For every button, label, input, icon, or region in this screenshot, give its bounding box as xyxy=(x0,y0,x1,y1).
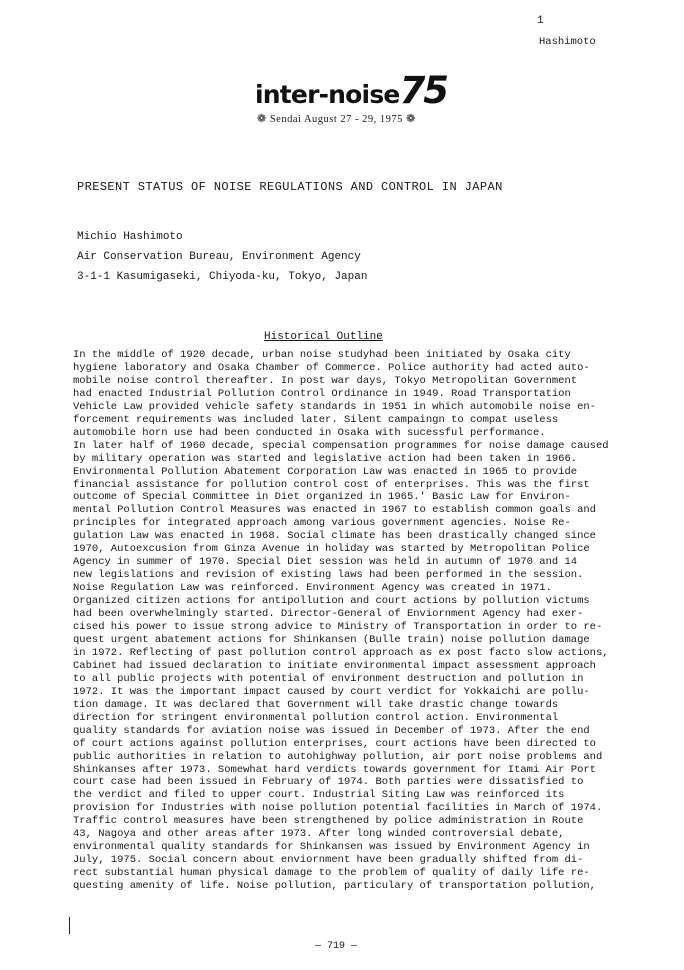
body-text-line: 1970, Autoexcusion from Ginza Avenue in holiday was started by Metropolitan Police xyxy=(73,543,590,556)
body-text-line: Noise Regulation Law was reinforced. Environment Agency was created in 1971. xyxy=(73,582,552,595)
paper-title: PRESENT STATUS OF NOISE REGULATIONS AND CONTROL IN JAPAN xyxy=(77,180,503,194)
body-text-line: 1972. It was the important impact caused by court verdict for Yokkaichi are pollu- xyxy=(73,685,590,698)
flower-emblem-icon: ❁ xyxy=(406,113,416,125)
conference-date-location: Sendai August 27 - 29, 1975 xyxy=(269,114,403,125)
body-text-line: automobile horn use had been conducted in Osaka with sucessful performance. xyxy=(73,426,546,439)
author-affiliation: Air Conservation Bureau, Environment Agency xyxy=(77,251,361,263)
body-text-line: Shinkanses after 1973. Somewhat hard verdicts towards government for Itami Air Port xyxy=(73,763,596,776)
body-text-line: July, 1975. Social concern about enviornment have been gradually shifted from di- xyxy=(73,854,584,867)
body-text-line: Traffic control measures have been strengthened by police administration in Route xyxy=(73,815,584,828)
body-text-line: mobile noise control thereafter. In post war days, Tokyo Metropolitan Government xyxy=(73,374,578,387)
body-text-line: Vehicle Law provided vehicle safety standards in 1951 in which automobile noise en- xyxy=(73,400,596,413)
author-running-head: Hashimoto xyxy=(539,36,596,48)
body-text-line: direction for stringent environmental pollution control action. Environmental xyxy=(73,711,559,724)
body-text-line: to all public projects with potential of environment destruction and pollution in xyxy=(73,672,584,685)
body-text-line: gulation Law was enacted in 1968. Social climate has been drastically changed since xyxy=(73,530,596,543)
body-text-line: quest urgent abatement actions for Shinkansen (Bulle train) noise pollution damage xyxy=(73,633,590,646)
body-text-line: mental Pollution Control Measures was enacted in 1967 to establish common goals and xyxy=(73,504,596,517)
body-text-line: hygiene laboratory and Osaka Chamber of Commerce. Police authority had acted auto- xyxy=(73,361,590,374)
body-text-line: questing amenity of life. Noise pollution, particulary of transportation pollution, xyxy=(73,880,596,893)
body-text-line: had been overwhelmingly started. Director-General of Enviornment Agency had exer- xyxy=(73,608,584,621)
body-text-line: court case had been issued in February of 1974. Both parties were dissatisfied to xyxy=(73,776,584,789)
body-text-line: of court actions against pollution enterprises, court actions have been directed to xyxy=(73,737,596,750)
conference-logo-year: 75 xyxy=(399,69,448,112)
conference-details xyxy=(257,112,416,125)
body-text-line: tion damage. It was declared that Government will take drastic change towards xyxy=(73,698,559,711)
body-text-line: public authorities in relation to autohighway pollution, air port noise problems and xyxy=(73,750,603,763)
body-text xyxy=(73,349,618,893)
body-text-line: cised his power to issue strong advice to Ministry of Transportation in order to re- xyxy=(73,621,603,634)
page-folio: — 719 — xyxy=(315,941,358,952)
body-text-line: outcome of Special Committee in Diet organized in 1965.' Basic Law for Environ- xyxy=(73,491,571,504)
body-text-line: In the middle of 1920 decade, urban noise studyhad been initiated by Osaka city xyxy=(73,349,571,361)
body-text-line: In later half of 1960 decade, special compensation programmes for noise damage caused xyxy=(73,439,609,452)
body-text-line: new legislations and revision of existing laws had been performed in the session. xyxy=(73,569,584,582)
body-text-line: 43, Nagoya and other areas after 1973. After long winded controversial debate, xyxy=(73,828,565,841)
author-address: 3-1-1 Kasumigaseki, Chiyoda-ku, Tokyo, Japan xyxy=(77,271,368,283)
body-text-line: financial assistance for pollution control cost of enterprises. This was the first xyxy=(73,478,590,491)
body-text-line: by military operation was started and legislative action had been taken in 1966. xyxy=(73,452,578,465)
body-text-line: Cabinet had issued declaration to initiate environmental impact assessment approach xyxy=(73,659,596,672)
body-text-line: rect substantial human physical damage to the problem of quality of daily life re- xyxy=(73,867,590,880)
body-text-line: Agency in summer of 1970. Special Diet session was held in autumn of 1970 and 14 xyxy=(73,556,578,569)
margin-bracket-mark xyxy=(69,917,75,934)
body-text-line: in 1972. Reflecting of past pollution control approach as ex post facto slow actions, xyxy=(73,646,609,659)
page-number: 1 xyxy=(537,15,544,27)
section-heading: Historical Outline xyxy=(264,331,383,343)
body-text-line: had enacted Industrial Pollution Control Ordinance in 1949. Road Transportation xyxy=(73,387,571,400)
flower-emblem-icon: ❁ xyxy=(257,113,267,125)
conference-logo-text: inter-noise xyxy=(255,80,400,109)
body-text-line: principles for integrated approach among various government agencies. Noise Re- xyxy=(73,517,571,530)
body-text-line: quality standards for aviation noise was issued in December of 1973. After the end xyxy=(73,724,590,737)
body-text-line: environmental quality standards for Shinkansen was issued by Environment Agency in xyxy=(73,841,590,854)
body-text-line: provision for Industries with noise pollution potential facilities in March of 1974. xyxy=(73,802,603,815)
body-text-line: Environmental Pollution Abatement Corporation Law was enacted in 1965 to provide xyxy=(73,465,578,478)
body-text-line: Organized citizen actions for antipollution and court actions by pollution victums xyxy=(73,595,590,608)
author-name: Michio Hashimoto xyxy=(77,231,183,243)
body-text-line: the verdict and filed to upper court. Industrial Siting Law was reinforced its xyxy=(73,789,565,802)
body-text-line: forcement requirements was included later. Silent campaingn to compat useless xyxy=(73,413,559,426)
conference-logo xyxy=(255,69,448,112)
